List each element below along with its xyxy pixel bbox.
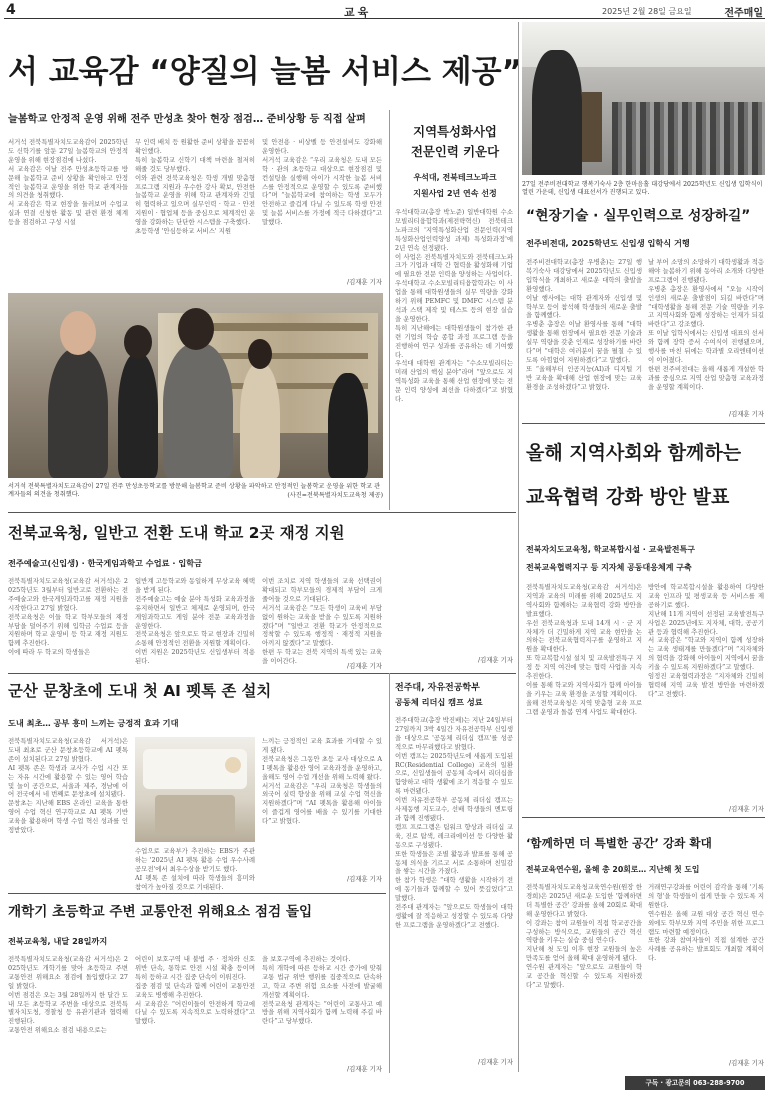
podium bbox=[582, 92, 602, 162]
a1-body-col2: 무 인력 배치 등 원활한 준비 상황을 꼼꼼히 확인했다. 특히 늘봄학교 신학기 대책 마련을 철저히 해줄 것도 당부했다. 이와 관련 전북교육청은 학생 개별 맞춤형 프로그램 지원과 우수한 강사 확보, 안전한 늘봄학교 운영을 위해 학교 관계자와 긴밀히 협력하고 있으며 실무인력 · 학교 · 안전지원이 · 협업체 등을 중심으로 체계적인 운영을 강화하는 단단한 시스템을 구축했다. 초등학생 '안심등하교 서비스' 지원 bbox=[135, 138, 255, 236]
a2-sub1: 우석대, 전북테크노파크 bbox=[413, 173, 497, 182]
a2-sub2: 지원사업 2년 연속 선정 bbox=[413, 189, 497, 198]
subscription-ad[interactable]: 구독 · 광고문의 063-288-9700 bbox=[625, 1076, 765, 1090]
a7-body-col1: 전북특별자치도교육청(교육감 서거석)은 2025학년도 개학기를 맞아 초등학교 주변 교통안전 위해요소 점검에 돌입했다고 27일 밝혔다. 이번 점검은 오는 3월 28일까지 한 달간 도내 모든 초등학교 주변을 대상으로 전북특별자치도청, 경찰청 등 유관기관과 협력해 진행된다. 교통안전 위해요소 점검 내용으로는 bbox=[8, 955, 128, 1035]
person-figure bbox=[118, 353, 158, 478]
a3-byline: /김재훈 기자 bbox=[728, 410, 764, 418]
a1-body-col1: 서거석 전북특별자치도교육감이 2025학년도 신학기를 앞둔 27일 늘봄학교의 안정적 운영을 위해 현장점검에 나섰다. 서 교육감은 이날 전주 만성초등학교를 방문해 늘봄학교 준비 상황을 확인하고 안정적인 늘봄학교 운영을 위한 학교 관계자들의 의견을 청취했다. 서 교육감은 학교 현장을 둘러보며 수업교실과 연결 신청한 활동 및 관련 환경 체계 등을 점검하고 구성 시설 bbox=[8, 138, 128, 227]
a3-body-col2: 날 부어 소망의 소망하기 대학생활과 적응해야 늘봄하기 위해 동아리 소개와 다양한 프로그램이 진행됐다. 우병춘 총장은 환영사에서 “오늘 시작이 인생의 새로운 출발점이 되길 바란다”며 “대학생활을 통해 전문 기술 역량을 키우고 지역사회와 함께 성장하는 인재가 되길 바란다”고 강조했다. 또 이날 입학식에서는 신입생 대표의 선서와 함께 장학 증서 수여식이 진행됐으며, 행사를 마친 뒤에는 학과별 오리엔테이션이 이어졌다. 한편 전주비전대는 올해 새롭게 개설한 학과를 중심으로 지역 산업 맞춤형 교육과정을 운영할 계획이다. bbox=[648, 258, 764, 391]
a8-byline: /김재훈 기자 bbox=[728, 805, 764, 813]
a8-sub2: 전북교육협력지구 등 지자체 공동대응체계 구축 bbox=[526, 563, 692, 572]
page-header bbox=[4, 2, 765, 19]
a4-body-col2: 일반계 고등학교와 동일하게 무상교육 혜택을 받게 된다. 전주예술고는 예술 분야 특성화 교육과정을 유지하면서 일반고 체제로 운영되며, 한국게임과학고도 게임 분야 전문 교육과정을 운영한다. 전북교육청은 앞으로도 학교 현장과 긴밀히 소통해 안정적인 전환을 지원할 계획이다. 이번 지원은 2025학년도 신입생부터 적용된다. bbox=[135, 577, 255, 666]
a1-photo-caption: 서거석 전북특별자치도교육감이 27일 전주 만성초등학교를 방문해 늘봄학교 준비 상황을 파악하고 안정적인 늘봄학교 운영을 위한 학교 관계자들의 의견을 청취했다. bbox=[8, 483, 381, 499]
a7-body-col3: 을 보호구역에 추진하는 것이다. 특히 개학에 따른 등하교 시간 증가에 맞춰 교통 법규 위반 행위를 집중적으로 단속하고, 학교 주변 위험 요소를 사전에 발굴해 개선할 계획이다. 전북교육청 관계자는 “어린이 교통사고 예방을 위해 지역사회가 함께 노력해 주길 바란다”고 당부했다. bbox=[262, 955, 382, 1026]
a8-headline[interactable]: 올해 지역사회와 함께하는 교육협력 강화 방안 발표 bbox=[526, 442, 742, 508]
a6-headline[interactable]: 전주대, 자유전공학부 bbox=[395, 683, 480, 693]
a6-byline: /김재훈 기자 bbox=[477, 1058, 513, 1066]
issue-date: 2025년 2월 28일 금요일 bbox=[602, 7, 692, 16]
a6-body: 전주대학교(총장 박진배)는 지난 24일부터 27일까지 3박 4일간 자유전공학부 신입생을 대상으로 '공동체 리더십 캠프'를 성공적으로 마무리했다고 밝혔다. 이번 캠프는 2025학년도에 새롭게 도입된 RC(Residential College) 교육의 일환으로, 신입생들이 공동체 속에서 리더십을 함양하고 대학 생활에 조기 적응할 수 있도록 마련됐다. 이번 자유전공학부 공동체 리더십 캠프는 사제동행 지도교수, 선배 학생들의 멘토링과 함께 진행됐다. 캠프 프로그램은 팀워크 향상과 리더십 교육, 진로 탐색, 레크리에이션 등 다양한 활동으로 구성됐다. 또한 학생들은 조별 활동과 발표를 통해 공동체 의식을 기르고 서로 소통하며 친밀감을 쌓는 시간을 가졌다. 한 참가 학생은 “대학 생활을 시작하기 전에 동기들과 함께할 수 있어 뜻깊었다”고 말했다. 전주대 관계자는 “앞으로도 학생들이 대학 생활에 잘 적응하고 성장할 수 있도록 다양한 프로그램을 운영하겠다”고 전했다. bbox=[395, 716, 513, 929]
person-figure bbox=[124, 325, 152, 359]
a2-body: 우석대학교(총장 박노준) 일반대학원 수소모빌리티융합학과(제전략혁신) 전북테크노파크의 '지역특성화산업 전문인력(지역특성화산업인력양성 과제) 특성화과정'에 2년 연속 선정됐다. 이 사업은 전북특별자치도와 전북테크노파크가 기업과 대학 간 협력을 활성화해 기업에 필요한 전문 인력을 양성하는 사업이다. 우석대학교 수소모빌리티융합학과는 이 사업을 통해 대학원생들의 실무 역량을 강화하기 위해 PEMFC 및 DMFC 시스템 분석과 스택 제작 및 테스트 등의 현장 실습을 운영한다. 특히 지난해에는 대학원생들이 참가한 관련 기업의 학습 종합 과정 프로그램 등을 진행하여 연구 성과를 공유하는 데 기여했다. 우석대 대학원 관계자는 “수소모빌리티는 미래 산업의 핵심 분야”라며 “앞으로도 지역특성화 교육을 통해 산업 현장에 맞는 전문 인력 양성에 최선을 다하겠다”고 밝혔다. bbox=[395, 208, 513, 404]
section-title: 교육 bbox=[344, 6, 372, 19]
person-figure bbox=[60, 311, 96, 355]
classroom-table bbox=[155, 795, 235, 835]
person-figure bbox=[163, 343, 233, 478]
a9-headline[interactable]: ‘함께하면 더 특별한 공간’ 강좌 확대 bbox=[526, 836, 712, 850]
a1-subhead: 늘봄학교 안정적 운영 위해 전주 만성초 찾아 현장 점검… 준비상황 등 직접 살펴 bbox=[8, 114, 366, 125]
a4-subhead: 전주예술고(신입생) · 한국게임과학고 수업료 · 입학금 bbox=[8, 558, 203, 568]
a3-subhead: 전주비전대, 2025학년도 신입생 입학식 거행 bbox=[526, 238, 690, 248]
a9-body-col1: 전북특별자치도교육청교육연수원(원장 한경희)은 2025년 새로운 도입한 '함께하면 더 특별한 공간' 강좌를 올해 20회로 확대해 운영한다고 밝혔다. 이 강좌는 참여 교원들이 직접 학교공간을 구성하는 방식으로, 교원들의 공간 혁신 역량을 키우는 실습 중심 연수다. 지난해 첫 도입 이후 현장 교원들의 높은 만족도를 얻어 올해 확대 운영하게 됐다. 연수원 관계자는 “앞으로도 교원들이 학교 공간을 혁신할 수 있도록 지원하겠다”고 말했다. bbox=[526, 883, 642, 989]
a1-headline[interactable]: 서 교육감 “양질의 늘봄 서비스 제공” bbox=[8, 54, 522, 90]
a1-photo-credit: (사진=전북특별자치도교육청 제공) bbox=[287, 492, 383, 499]
a9-body-col2: 거래연구강좌를 어린이 감각을 통해 '기록의 형'을 학생들이 쉽게 만들 수 있도록 지원한다. 연수원은 올해 교원 대상 공간 혁신 연수 외에도 학부모와 지역 주민을 위한 프로그램도 마련할 예정이다. 또한 강좌 참여자들이 직접 설계한 공간 사례를 공유하는 발표회도 개최할 계획이다. bbox=[648, 883, 764, 963]
a1-byline: /김재훈 기자 bbox=[346, 278, 382, 286]
a8-sub1: 전북자치도교육청, 학교복합시설 · 교육발전특구 bbox=[526, 545, 695, 554]
audience-crowd bbox=[612, 102, 765, 175]
a5-photo[interactable] bbox=[135, 737, 255, 842]
a5-body-col1: 전북특별자치도교육청(교육감 서거석)은 도내 최초로 군산 문창초등학교에 AI 펫톡 존이 설치된다고 27일 밝혔다. AI 펫톡 존은 학생과 교사가 수업 시간 또는 자유 시간에 활용할 수 있는 영어 학습 및 놀이 공간으로, 서울과 제주, 경남에 이어 전국에서 네 번째로 문창초에 설치됐다. 문창초는 지난해 EBS 온라인 교육을 통한 영어 수업 혁신 연구학교로 AI 펫톡 기반 교육을 활용하며 학생 수업 혁신 성과를 인정받았다. bbox=[8, 737, 128, 835]
a4-body-col3: 이번 조치로 지역 학생들의 교육 선택권이 확대되고 학부모들의 경제적 부담이 크게 줄어들 것으로 기대된다. 서거석 교육감은 “모든 학생이 교육비 부담 없이 원하는 교육을 받을 수 있도록 지원하겠다”며 “일반고 전환 학교가 안정적으로 정착할 수 있도록 행정적 · 재정적 지원을 아끼지 않겠다”고 말했다. 한편 두 학교는 전북 지역의 특색 있는 교육을 이어간다. bbox=[262, 577, 382, 666]
a1-photo[interactable] bbox=[8, 293, 383, 478]
a2-byline: /김재훈 기자 bbox=[477, 656, 513, 664]
a7-byline: /김재훈 기자 bbox=[346, 1065, 382, 1073]
person-figure bbox=[48, 348, 108, 478]
a5-body-col2: 수업으로 교육부가 추진하는 EBS가 주관하는 '2025년 AI 펫톡 활용 수업 우수사례 공모전'에서 최우수상을 받기도 했다. AI 펫톡 존 설치에 따라 학생들의 흥미와 참여가 높아질 것으로 기대된다. bbox=[135, 847, 255, 891]
a3-photo-caption: 27일 전주비전대학교 행복기숙사 2층 한마음홀 대강당에서 2025학년도 신입생 입학식이 열린 가운데, 신입생 대표선서가 진행되고 있다. bbox=[522, 181, 763, 197]
person-figure bbox=[240, 363, 280, 478]
a4-body-col1: 전북특별자치도교육청(교육감 서거석)은 2025학년도 3월부터 일반고로 전환하는 전주예술고와 한국게임과학고를 재정 지원을 시작한다고 27일 밝혔다. 전북교육청은 이들 학교 학부모들의 재정 부담을 덜어주기 위해 입학금 수업료 등을 지원하며 학교 운영비 등 학교 재정 지원도 함께 추진한다. 이에 따라 두 학교의 학생들은 bbox=[8, 577, 128, 657]
a5-body-col3: 느끼는 긍정적인 교육 효과를 기대할 수 있게 됐다. 전북교육청은 그동안 초등 교사 대상으로 AI 펫톡을 활용한 영어 교육과정을 운영하고, 올해도 영어 수업 개선을 위해 노력해 왔다. 서거석 교육감은 “우리 교육청은 학생들의 외국어 실력 향상을 위해 교실 수업 혁신을 지원하겠다”며 “AI 펫톡을 활용해 아이들이 즐겁게 영어를 배울 수 있기를 기대한다”고 밝혔다. bbox=[262, 737, 382, 826]
person-figure bbox=[328, 373, 368, 478]
character-icon bbox=[225, 757, 241, 773]
a5-byline: /김재훈 기자 bbox=[346, 875, 382, 883]
a7-body-col2: 어린이 보호구역 내 불법 주 · 정차와 신호 위반 단속, 통학로 안전 시설 확충 등이며 특히 등하교 시간 집중 단속이 이뤄진다. 집중 점검 및 단속과 함께 어린이 교통안전 교육도 병행해 추진한다. 서 교육감은 “어린이들이 안전하게 학교에 다닐 수 있도록 지속적으로 노력하겠다”고 말했다. bbox=[135, 955, 255, 1026]
a1-body-col3: 및 안전용 · 비상벨 등 안전설비도 강화해 운영한다. 서거석 교육감은 “우리 교육청은 도내 모든 학 · 관의 초등학교 대상으로 현장점검 및 컨설팅을 실행해 아이가 시작한 늘봄 서비스를 안정적으로 운영할 수 있도록 준비했다”며 “늘봄학교에 참여하는 학생 모두가 안전하고 즐겁게 다닐 수 있도록 학생 안전 및 늘봄 서비스를 가정에 적극 다하겠다”고 말했다. bbox=[262, 138, 382, 227]
page-number: 4 bbox=[6, 2, 16, 18]
a3-body-col1: 전주비전대학교(총장 우병춘)는 27일 행복기숙사 대강당에서 2025학년도 신입생 입학식을 개최하고 새로운 대학의 출발을 환영했다. 이날 행사에는 대학 관계자와 신입생 및 학부모 등이 참석해 학생들의 새로운 출발을 함께했다. 우병춘 총장은 이날 환영사를 통해 “대학 생활을 통해 현장에서 필요한 전문 기술과 실무 역량을 갖춘 인재로 성장하기를 바란다”며 “대학은 여러분이 꿈을 펼칠 수 있도록 아낌없이 지원하겠다”고 말했다. 또 “올해부터 인공지능(AI)과 디지털 기반 교육을 확대해 산업 현장에 맞는 교육 환경을 조성하겠다”고 밝혔다. bbox=[526, 258, 642, 391]
a9-byline: /김재훈 기자 bbox=[728, 1059, 764, 1067]
a7-subhead: 전북교육청, 내달 28일까지 bbox=[8, 936, 108, 946]
a8-body-col2: 방안에 학교복합시설을 활용하여 다양한 교육 인프라 및 평생교육 등 서비스를 제공하기로 했다. 지난해 11개 지역이 선정된 교육발전특구 사업은 2025년에도 지자체, 대학, 공공기관 등과 협력해 추진한다. 서 교육감은 “학교와 지역이 함께 성장하는 교육 생태계를 만들겠다”며 “지자체와의 협력을 강화해 아이들이 지역에서 꿈을 키울 수 있도록 지원하겠다”고 말했다. 임정진 교육협력과장은 “지자체와 긴밀히 협력해 지역 교육 발전 방안을 마련하겠다”고 전했다. bbox=[648, 583, 764, 698]
a5-headline[interactable]: 군산 문창초에 도내 첫 AI 펫톡 존 설치 bbox=[8, 682, 272, 700]
a8-body-col1: 전북특별자치도교육청(교육감 서거석)은 지역과 교육의 미래를 위해 2025년도 지역사회와 함께하는 교육협력 강화 방안을 발표했다. 우선 전북교육청과 도내 14개 시 · 군 지자체가 더 긴밀하게 지역 교육 현안을 논의하는 전북교육협력지구를 운영하고 지원을 확대한다. 또 학교복합시설 설치 및 교육발전특구 지정 등 지역 여건에 맞는 협력 사업을 지속 추진한다. 이를 통해 학교와 지역사회가 함께 아이들을 키우는 교육 환경을 조성할 계획이다. 올해 전북교육청은 지역 맞춤형 교육 프로그램 운영과 돌봄 연계 사업도 확대한다. bbox=[526, 583, 642, 716]
a4-byline: /김재훈 기자 bbox=[346, 662, 382, 670]
a7-headline[interactable]: 개학기 초등학교 주변 교통안전 위해요소 점검 돌입 bbox=[8, 904, 313, 920]
graduate-figure bbox=[532, 50, 582, 175]
a9-subhead: 전북교육연수원, 올해 총 20회로… 지난해 첫 도입 bbox=[526, 865, 700, 874]
a6-subhead: 공동체 리더십 캠프 성료 bbox=[395, 697, 483, 707]
a3-photo[interactable] bbox=[522, 22, 765, 175]
person-figure bbox=[178, 308, 214, 350]
person-figure bbox=[248, 339, 272, 369]
newspaper-name: 전주매일 bbox=[724, 8, 763, 19]
a5-subhead: 도내 최초… 공부 흥미 느끼는 긍정적 효과 기대 bbox=[8, 718, 179, 728]
a4-headline[interactable]: 전북교육청, 일반고 전환 도내 학교 2곳 재정 지원 bbox=[8, 524, 345, 542]
a3-headline[interactable]: “현장기술 · 실무인력으로 성장하길” bbox=[526, 208, 751, 224]
a2-headline[interactable]: 지역특성화사업 전문인력 키운다 bbox=[410, 124, 500, 159]
